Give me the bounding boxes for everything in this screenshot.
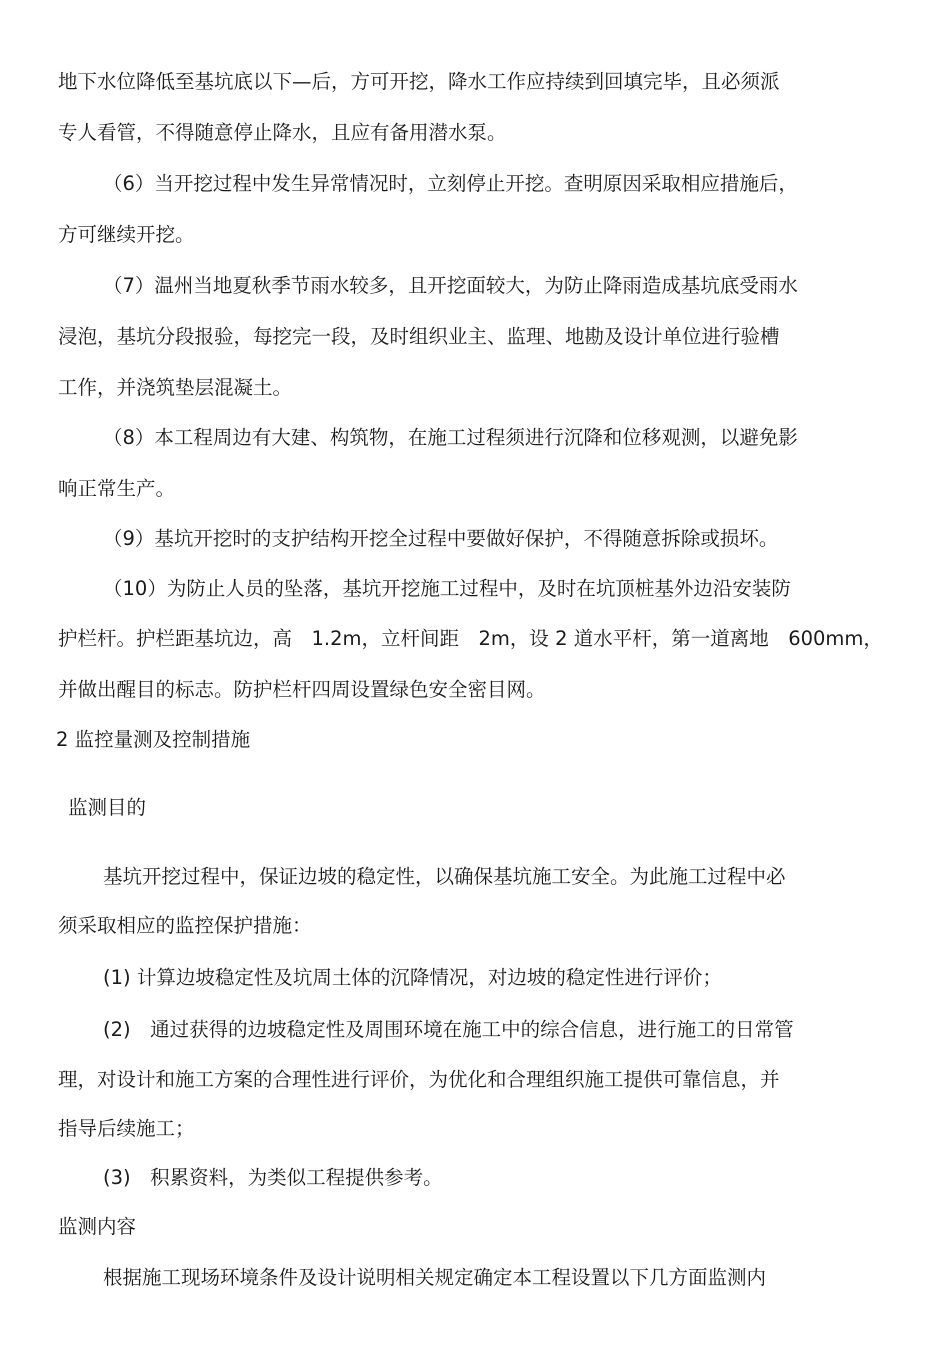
list-item-10: （10）为防止人员的坠落，基坑开挖施工过程中，及时在坑顶桩基外边沿安装防 xyxy=(103,577,791,600)
paragraph-line: 须采取相应的监控保护措施： xyxy=(58,914,312,937)
list-item-2: (2) 通过获得的边坡稳定性及周围环境在施工中的综合信息，进行施工的日常管 xyxy=(103,1018,794,1041)
list-item-6: （6）当开挖过程中发生异常情况时，立刻停止开挖。查明原因采取相应措施后， xyxy=(103,172,798,195)
paragraph-line: 指导后续施工； xyxy=(58,1117,195,1140)
paragraph-line: 专人看管，不得随意停止降水，且应有备用潜水泵。 xyxy=(58,121,507,144)
list-item-3: (3) 积累资料，为类似工程提供参考。 xyxy=(103,1166,443,1189)
paragraph-line: 响正常生产。 xyxy=(58,477,176,500)
subsection-heading: 监测内容 xyxy=(58,1215,137,1238)
section-heading: 2 监控量测及控制措施 xyxy=(56,728,251,751)
paragraph-line: 方可继续开挖。 xyxy=(58,223,195,246)
list-item-1: (1) 计算边坡稳定性及坑周土体的沉降情况，对边坡的稳定性进行评价； xyxy=(103,966,722,989)
paragraph-line: 地下水位降低至基坑底以下—后，方可开挖，降水工作应持续到回填完毕，且必须派 xyxy=(58,70,780,93)
list-item-7: （7）温州当地夏秋季节雨水较多，且开挖面较大，为防止降雨造成基坑底受雨水 xyxy=(103,274,798,297)
paragraph-line: 基坑开挖过程中，保证边坡的稳定性，以确保基坑施工安全。为此施工过程中必 xyxy=(103,865,786,888)
paragraph-line: 并做出醒目的标志。防护栏杆四周设置绿色安全密目网。 xyxy=(58,678,546,701)
paragraph-line: 工作，并浇筑垫层混凝土。 xyxy=(58,376,293,399)
subsection-heading: 监测目的 xyxy=(68,796,147,819)
paragraph-line: 护栏杆。护栏距基坑边，高 1.2m，立杆间距 2m，设 2 道水平杆，第一道离地 600mm， xyxy=(58,627,883,650)
paragraph-line: 根据施工现场环境条件及设计说明相关规定确定本工程设置以下几方面监测内 xyxy=(103,1266,767,1289)
paragraph-line: 理，对设计和施工方案的合理性进行评价，为优化和合理组织施工提供可靠信息，并 xyxy=(58,1068,780,1091)
paragraph-line: 浸泡，基坑分段报验，每挖完一段，及时组织业主、监理、地勘及设计单位进行验槽 xyxy=(58,325,780,348)
list-item-9: （9）基坑开挖时的支护结构开挖全过程中要做好保护，不得随意拆除或损坏。 xyxy=(103,527,779,550)
list-item-8: （8）本工程周边有大建、构筑物，在施工过程须进行沉降和位移观测，以避免影 xyxy=(103,426,798,449)
